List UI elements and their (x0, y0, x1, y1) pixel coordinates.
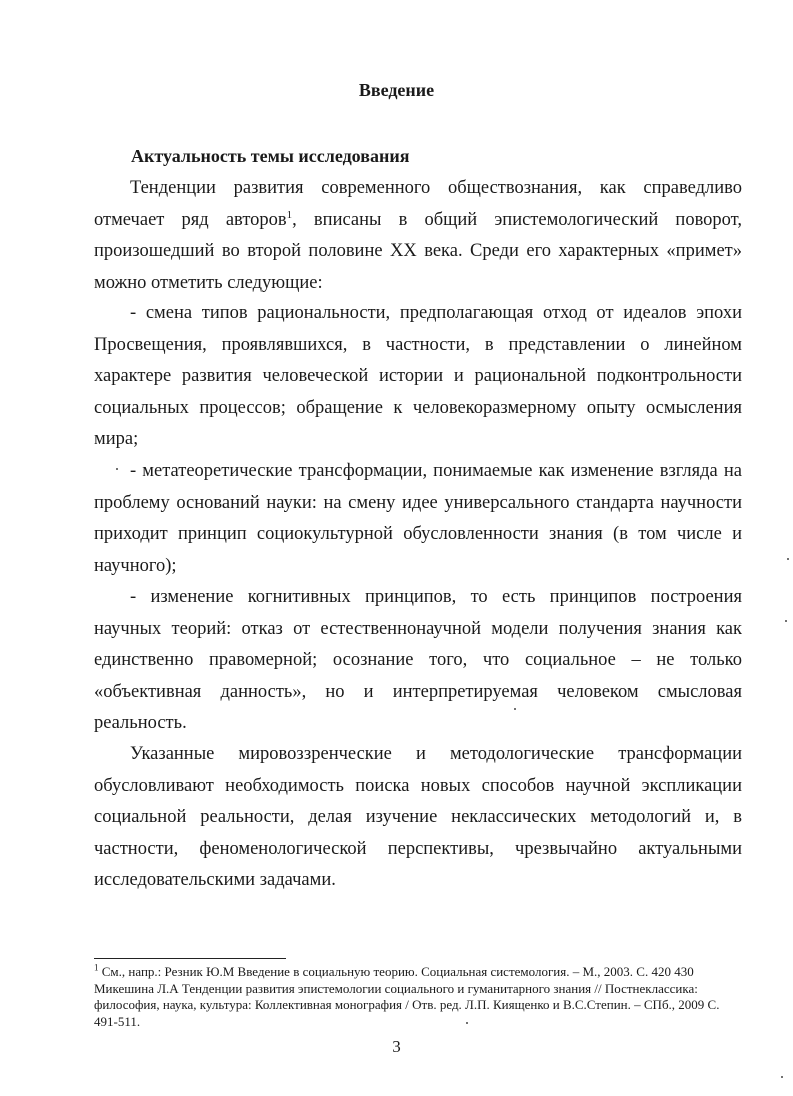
paragraph-intro (94, 173, 742, 299)
paragraph-cognitive: - изменение когнитивных принципов, то есть принципов построения научных теорий: отказ от естественнонаучной модели получения знания как единственно правомерной; осознание того, что социальное – не только «объективная данность», но и интерпретируемая человеком смысловая реальность. (94, 587, 742, 734)
paragraph-metatheoretical: - метатеоретические трансформации, понимаемые как изменение взгляда на проблему оснований науки: на смену идее универсального стандарта научности приходит принцип социокультурной обусловленности знания (в том числе и научного); (94, 461, 742, 576)
footnote-marker: 1 (94, 962, 99, 973)
scan-speck (781, 1076, 783, 1078)
scan-speck (466, 1022, 468, 1024)
footnote-divider (94, 958, 286, 959)
footnote-reference: 1 (286, 208, 293, 221)
section-heading: Актуальность темы исследования (131, 146, 410, 166)
scan-speck (514, 708, 516, 710)
page-number: 3 (392, 1037, 401, 1056)
paragraph-conclusion: Указанные мировоззренческие и методологические трансформации обусловливают необходимость поиска новых способов научной экспликации социальной реальности, делая изучение неклассических методологий и, в частности, феноменологической перспективы, чрезвычайно актуальными исследовательскими задачами. (94, 744, 742, 891)
paragraph-intro-text-continued: , вписаны в общий эпистемологический поворот, произошедший во второй половине XX века. Среди его характерных «примет» можно отметить следующие: (94, 209, 743, 293)
paragraph-rationality: - смена типов рациональности, предполагающая отход от идеалов эпохи Просвещения, проявлявшихся, в частности, в представлении о линейном характере развития человеческой истории и рациональной подконтрольности социальных процессов; обращение к человекоразмерному опыту осмысления мира; (94, 303, 742, 450)
scan-speck (785, 620, 787, 622)
footnote-text: См., напр.: Резник Ю.М Введение в социальную теорию. Социальная системология. – М., 2003. С. 420 430 Микешина Л.А Тенденции развития эпистемологии социального и гуманитарного знания // Постнеклассика: философия, наука, культура: Коллективная монография / Отв. ред. Л.П. Киященко и В.С.Степин. – СПб., 2009 С. 491-511. (94, 964, 720, 1029)
footnote (94, 964, 744, 1030)
page-title: Введение (358, 80, 435, 100)
scan-speck (787, 558, 789, 560)
paragraph-intro-text: Тенденции развития современного обществознания, как справедливо отмечает ряд авторов (94, 178, 742, 230)
scan-speck (116, 468, 118, 470)
